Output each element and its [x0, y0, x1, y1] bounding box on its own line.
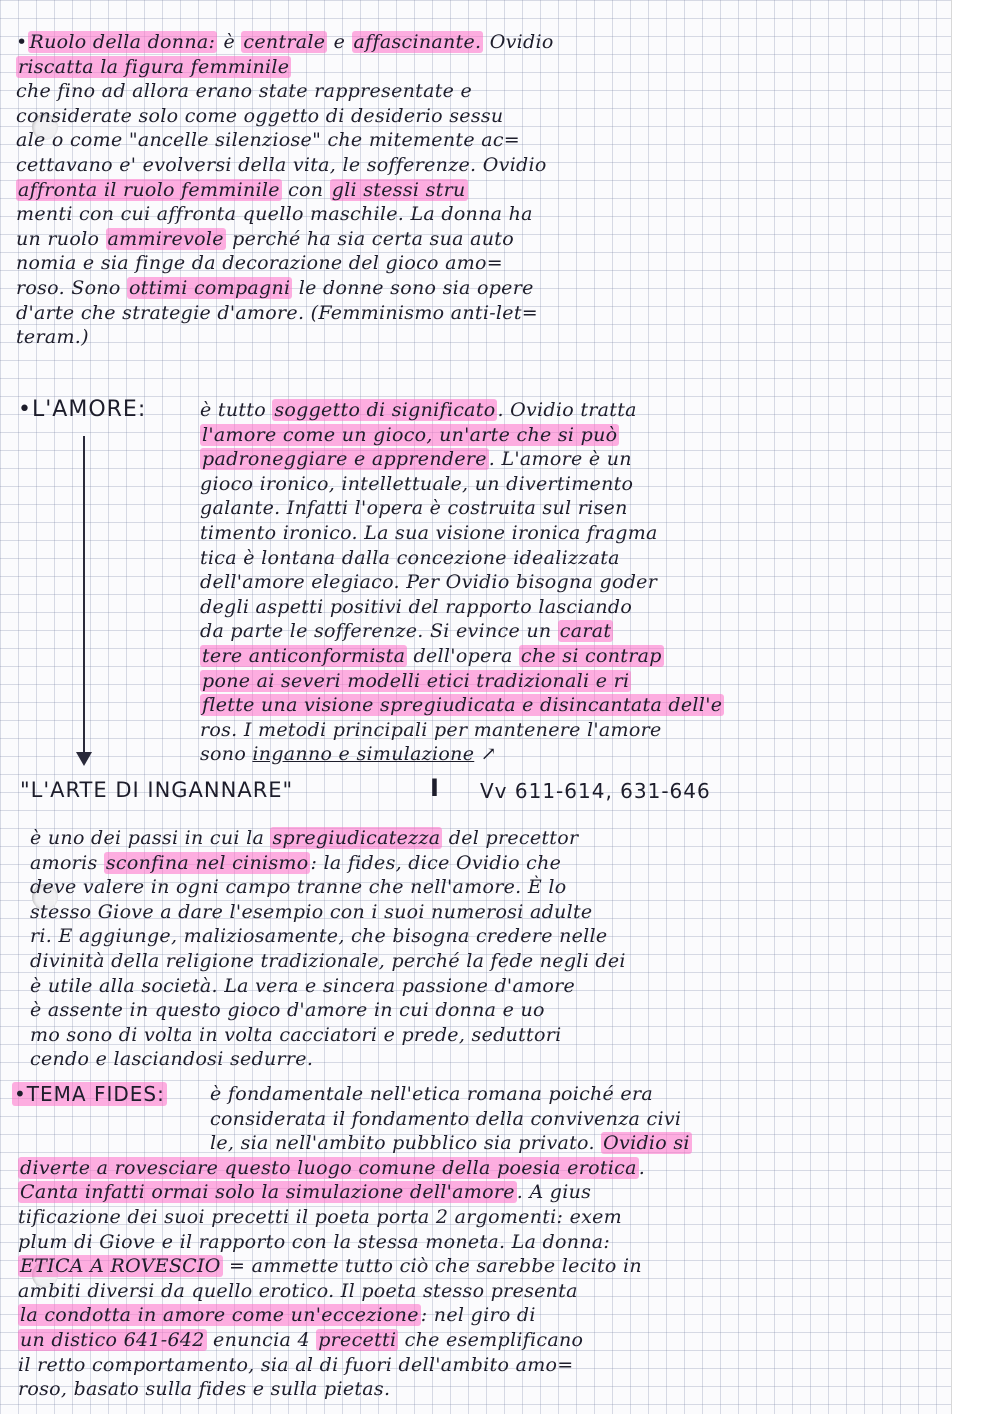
- highlighted-text: Ovidio si: [603, 1132, 690, 1155]
- amore-arrow-line: [83, 436, 85, 754]
- section-title-fides: [12, 1082, 167, 1107]
- highlighted-text: che si contrap: [520, 644, 662, 667]
- text-line: [30, 974, 626, 999]
- text-segment: è: [217, 31, 242, 53]
- text-segment: . L'amore è un: [488, 448, 632, 471]
- text-line: [30, 875, 626, 900]
- text-line: [18, 1303, 645, 1328]
- text-line: [18, 1328, 645, 1353]
- highlighted-text: pone ai severi modelli etici tradizionali e ri: [202, 669, 630, 692]
- text-segment: mo sono di volta in volta cacciatori e prede, seduttori: [30, 1023, 562, 1046]
- text-segment: ros. I metodi principali per mantenere l'amore: [200, 718, 662, 741]
- text-line: [16, 153, 554, 178]
- text-line: [30, 998, 626, 1023]
- page-edge-margin: [951, 0, 1000, 1414]
- section-title-arte: "L'ARTE DI INGANNARE": [20, 778, 294, 802]
- text-line: [16, 128, 554, 153]
- text-segment: ambiti diversi da quello erotico. Il poeta stesso presenta: [18, 1279, 578, 1302]
- text-segment: è uno dei passi in cui la: [30, 827, 271, 849]
- text-segment: un ruolo: [16, 227, 106, 250]
- highlighted-text: riscatta la figura femminile: [18, 55, 290, 78]
- text-line: [200, 644, 724, 669]
- highlighted-text: spregiudicatezza: [272, 827, 441, 849]
- highlighted-text: ammirevole: [107, 227, 224, 250]
- down-arrow-icon: [76, 752, 92, 766]
- text-line: [200, 521, 724, 546]
- text-line: [210, 1131, 692, 1156]
- highlighted-text: Canta infatti ormai solo la simulazione dell'amore: [20, 1181, 515, 1204]
- arte-verses: Vv 611-614, 631-646: [480, 779, 711, 803]
- text-line: [16, 251, 554, 276]
- section-ruolo-donna: [16, 30, 554, 350]
- text-segment: ale o come "ancelle silenziose" che mitemente ac=: [16, 129, 520, 152]
- text-line: [200, 619, 724, 644]
- text-line: [200, 669, 724, 694]
- text-line: [16, 55, 554, 80]
- text-line: [16, 79, 554, 104]
- text-segment: perché ha sia certa sua auto: [225, 227, 514, 250]
- text-segment: Ovidio: [483, 31, 554, 53]
- text-line: [30, 1047, 626, 1072]
- text-line: [30, 900, 626, 925]
- text-segment: nomia e sia finge da decorazione del gioco amo=: [16, 252, 504, 275]
- text-line: [16, 325, 554, 350]
- text-segment: stesso Giove a dare l'esempio con i suoi numerosi adulte: [30, 900, 593, 923]
- highlighted-text: gli stessi stru: [331, 178, 466, 201]
- text-line: [200, 718, 724, 743]
- amore-lines: [200, 398, 724, 767]
- text-segment: : nel giro di: [420, 1304, 536, 1327]
- text-segment: cendo e lasciandosi sedurre.: [30, 1048, 314, 1071]
- section-title-amore: •L'AMORE:: [18, 397, 147, 422]
- highlighted-text: la condotta in amore come un'eccezione: [20, 1304, 419, 1327]
- text-line: [18, 1353, 645, 1378]
- text-line: [200, 570, 724, 595]
- text-line: [200, 595, 724, 620]
- text-segment: : la fides, dice Ovidio che: [310, 851, 562, 874]
- highlighted-text: soggetto di significato: [274, 399, 496, 421]
- text-line: [200, 546, 724, 571]
- text-line: [210, 1107, 692, 1132]
- fides-lines-head: [210, 1082, 692, 1156]
- text-segment: sono: [200, 743, 253, 766]
- text-segment: •: [16, 31, 28, 53]
- highlighted-text: affascinante.: [353, 31, 482, 53]
- text-segment: teram.): [16, 326, 89, 349]
- text-segment: . Ovidio tratta: [497, 399, 637, 421]
- text-line: [30, 851, 626, 876]
- text-segment: gioco ironico, intellettuale, un divertimento: [200, 472, 634, 495]
- text-line: [30, 826, 626, 851]
- text-segment: d'arte che strategie d'amore. (Femminismo anti-let=: [16, 301, 538, 324]
- ruolo-lines: [16, 30, 554, 350]
- text-segment: degli aspetti positivi del rapporto lasciando: [200, 595, 633, 618]
- text-segment: ri. E aggiunge, maliziosamente, che bisogna credere nelle: [30, 925, 608, 948]
- text-segment: è utile alla società. La vera e sincera passione d'amore: [30, 974, 576, 997]
- highlighted-text: flette una visione spregiudicata e disincantata dell'e: [202, 694, 723, 717]
- arte-lines: [30, 826, 626, 1072]
- fides-lines-rest: [18, 1156, 645, 1402]
- text-line: [200, 398, 724, 423]
- text-line: [200, 472, 724, 497]
- text-segment: le donne sono sia opere: [292, 276, 534, 299]
- text-segment: cettavano e' evolversi della vita, le sofferenze. Ovidio: [16, 153, 547, 176]
- text-segment: è fondamentale nell'etica romana poiché era: [210, 1083, 653, 1105]
- text-segment: = ammette tutto ciò che sarebbe lecito in: [222, 1255, 642, 1278]
- highlighted-text: diverte a rovesciare questo luogo comune della poesia erotica: [20, 1156, 637, 1179]
- text-line: [16, 227, 554, 252]
- text-segment: menti con cui affronta quello maschile. La donna ha: [16, 203, 533, 226]
- text-segment: .: [638, 1156, 646, 1179]
- underlined-text: inganno e simulazione: [252, 743, 475, 766]
- text-line: [30, 949, 626, 974]
- text-segment: ↗: [474, 743, 497, 766]
- text-segment: è assente in questo gioco d'amore in cui donna e uo: [30, 999, 545, 1022]
- text-segment: che fino ad allora erano state rappresentate e: [16, 80, 473, 103]
- text-segment: deve valere in ogni campo tranne che nell'amore. È lo: [30, 876, 567, 899]
- highlighted-text: Ruolo della donna:: [29, 31, 216, 53]
- highlighted-text: carat: [559, 620, 612, 643]
- text-line: [18, 1377, 645, 1402]
- text-line: [18, 1254, 645, 1279]
- section-fides-body: [210, 1082, 692, 1156]
- text-line: [200, 423, 724, 448]
- text-segment: da parte le sofferenze. Si evince un: [200, 620, 558, 643]
- highlighted-text: ETICA A ROVESCIO: [20, 1255, 221, 1278]
- text-segment: amoris: [30, 851, 104, 874]
- highlighted-text: un distico 641-642: [20, 1328, 205, 1351]
- text-line: [18, 1180, 645, 1205]
- section-fides-body-cont: [18, 1156, 645, 1402]
- text-segment: con: [281, 178, 330, 201]
- highlighted-text: affronta il ruolo femminile: [18, 178, 280, 201]
- text-line: [200, 742, 724, 767]
- text-line: [16, 104, 554, 129]
- highlighted-text: precetti: [318, 1328, 397, 1351]
- text-line: [16, 202, 554, 227]
- highlighted-text: padroneggiare e apprendere: [202, 448, 487, 471]
- text-line: [16, 178, 554, 203]
- text-line: [18, 1205, 645, 1230]
- text-segment: dell'amore elegiaco. Per Ovidio bisogna goder: [200, 571, 658, 594]
- text-segment: dell'opera: [407, 644, 519, 667]
- text-segment: tificazione dei suoi precetti il poeta porta 2 argomenti: exem: [18, 1205, 622, 1228]
- text-segment: che esemplificano: [398, 1328, 584, 1351]
- text-segment: divinità della religione tradizionale, perché la fede negli dei: [30, 949, 626, 972]
- text-line: [210, 1082, 692, 1107]
- text-line: [16, 276, 554, 301]
- text-segment: roso, basato sulla fides e sulla pietas.: [18, 1378, 391, 1401]
- text-line: [200, 447, 724, 472]
- text-segment: enuncia 4: [206, 1328, 317, 1351]
- text-line: [16, 301, 554, 326]
- highlighted-text: centrale: [243, 31, 326, 53]
- text-line: [30, 924, 626, 949]
- text-segment: considerata il fondamento della convivenza civi: [210, 1107, 682, 1130]
- text-line: [200, 693, 724, 718]
- text-line: [18, 1279, 645, 1304]
- text-line: [200, 496, 724, 521]
- text-segment: è tutto: [200, 399, 273, 421]
- text-segment: e: [327, 31, 352, 53]
- text-segment: galante. Infatti l'opera è costruita sul risen: [200, 497, 628, 520]
- text-line: [18, 1156, 645, 1181]
- highlighted-text: sconfina nel cinismo: [105, 851, 309, 874]
- text-segment: tica è lontana dalla concezione idealizzata: [200, 546, 620, 569]
- highlighted-text: l'amore come un gioco, un'arte che si può: [202, 423, 618, 446]
- section-amore-body: [200, 398, 724, 767]
- text-segment: considerate solo come oggetto di desiderio sessu: [16, 104, 504, 127]
- highlighted-text: ottimi compagni: [128, 276, 291, 299]
- text-line: [18, 1230, 645, 1255]
- text-segment: il retto comportamento, sia al di fuori dell'ambito amo=: [18, 1353, 574, 1376]
- text-segment: timento ironico. La sua visione ironica fragma: [200, 521, 658, 544]
- text-segment: . A gius: [516, 1181, 592, 1204]
- text-segment: plum di Giove e il rapporto con la stessa moneta. La donna:: [18, 1230, 611, 1253]
- text-segment: roso. Sono: [16, 276, 127, 299]
- text-segment: le, sia nell'ambito pubblico sia privato.: [210, 1132, 602, 1155]
- text-line: [30, 1023, 626, 1048]
- fides-title-text: •TEMA FIDES:: [14, 1082, 165, 1106]
- text-line: [16, 30, 554, 55]
- highlighted-text: tere anticonformista: [202, 644, 406, 667]
- text-segment: del precettor: [442, 827, 579, 849]
- section-arte-body: [30, 826, 626, 1072]
- arte-book-number: I: [430, 774, 440, 802]
